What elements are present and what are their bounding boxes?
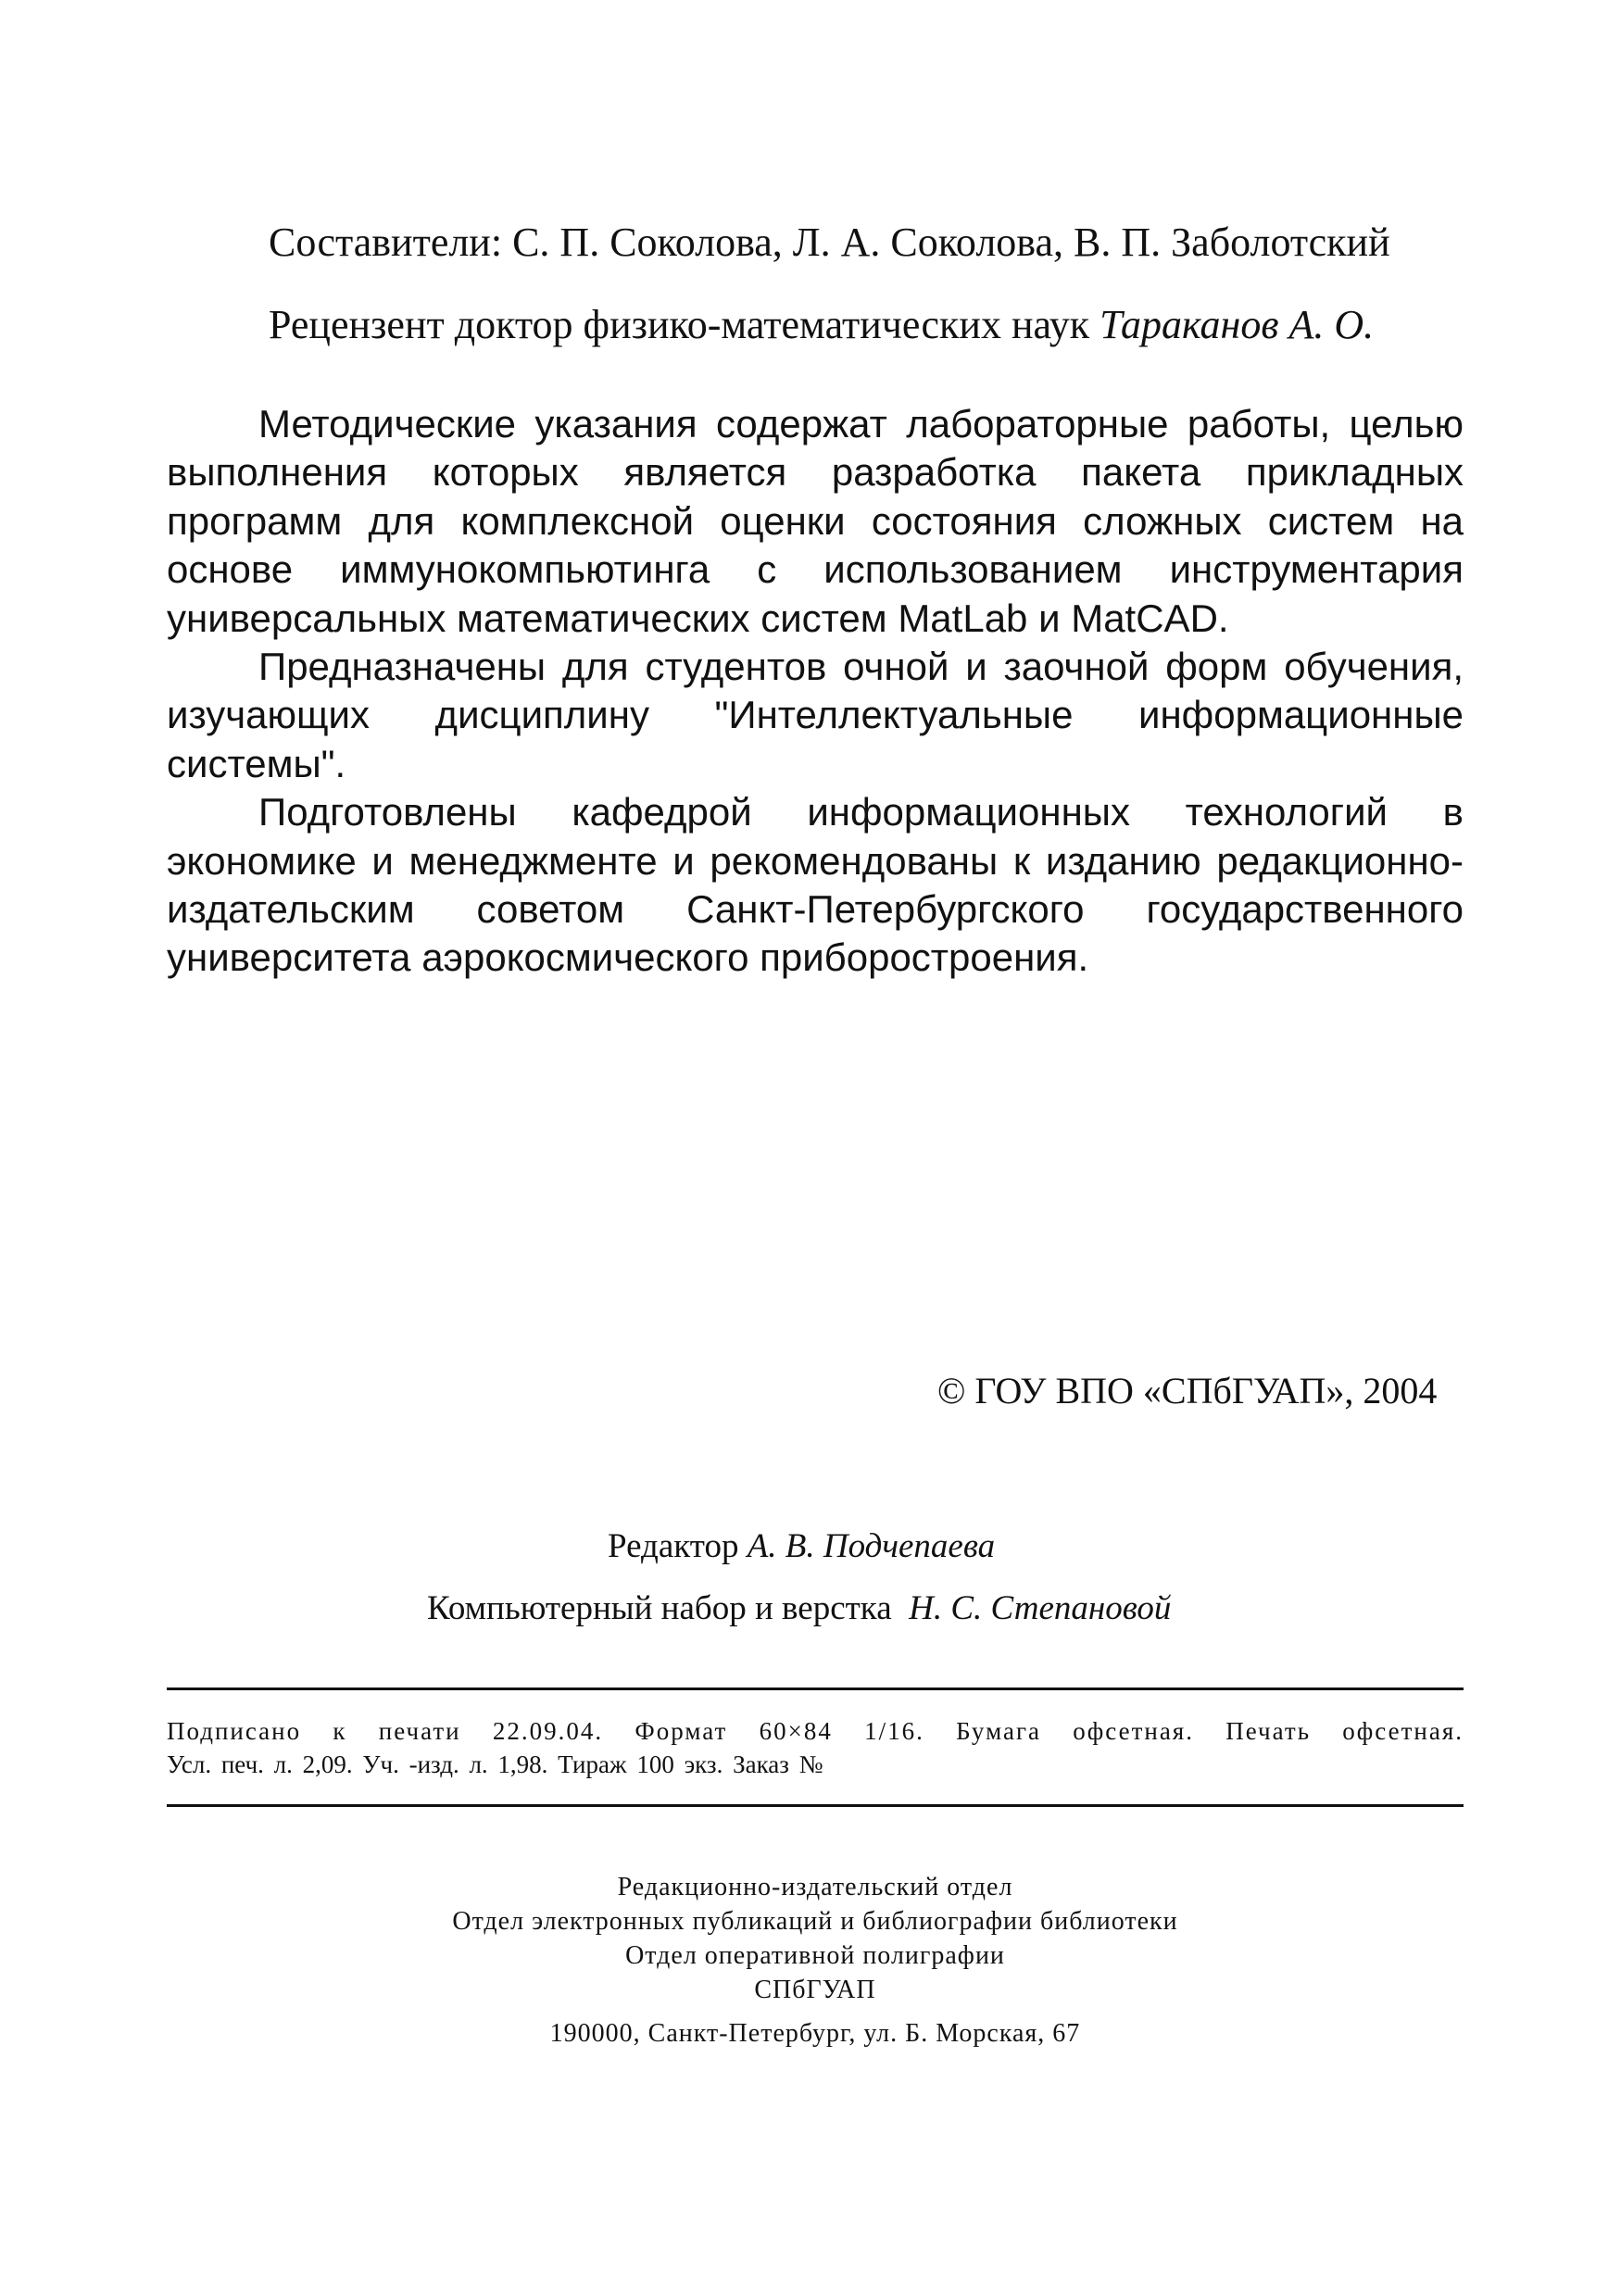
publisher-line: Отдел электронных публикаций и библиографии библиотеки (452, 1907, 1178, 1936)
publisher-address: 190000, Санкт-Петербург, ул. Б. Морская, 67 (549, 2019, 1081, 2048)
publisher-line: Редакционно-издательский отдел (617, 1873, 1013, 1901)
editor-label: Редактор (608, 1527, 739, 1565)
imprint-bottom-rule (167, 1804, 1464, 1807)
typeset-label: Компьютерный набор и верстка (427, 1589, 892, 1627)
imprint-line: Подписано к печати 22.09.04. Формат 60×84 1/16. Бумага офсетная. Печать офсетная. (167, 1717, 1464, 1745)
editor-name: А. В. Подчепаева (747, 1527, 996, 1565)
publisher-line: СПбГУАП (754, 1976, 876, 2004)
imprint-line: Усл. печ. л. 2,09. Уч. -изд. л. 1,98. Тираж 100 экз. Заказ № (167, 1750, 823, 1778)
abstract-paragraph: Подготовлены кафедрой информационных технологий в экономике и менеджменте и рекомендованы к изданию редакционно-издательским советом Санкт-Петербургского государственного университета аэрокосмического приборостроения. (167, 790, 1464, 980)
imprint-top-rule (167, 1687, 1464, 1690)
abstract-paragraph: Методические указания содержат лабораторные работы, целью выполнения которых является разработка пакета прикладных программ для комплексной оценки состояния сложных систем на основе иммунокомпьютинга с использованием инструментария универсальных математических систем MatLab и MatCAD. (167, 402, 1464, 640)
compilers-line: Составители: С. П. Соколова, Л. А. Соколова, В. П. Заболотский (269, 220, 1390, 265)
abstract (167, 400, 1464, 983)
reviewer-line (269, 301, 1374, 348)
typeset-line (427, 1588, 1171, 1628)
reviewer-name: Тараканов А. О. (1100, 302, 1375, 347)
editor-line (608, 1526, 995, 1566)
typeset-name: Н. С. Степановой (909, 1589, 1172, 1627)
imprint-block (167, 1714, 1464, 1781)
publisher-line: Отдел оперативной полиграфии (625, 1941, 1005, 1970)
abstract-paragraph: Предназначены для студентов очной и заочной форм обучения, изучающих дисциплину "Интеллектуальные информационные системы". (167, 645, 1464, 785)
reviewer-label: Рецензент доктор физико-математических наук (269, 302, 1090, 347)
publisher-block (167, 1870, 1464, 2051)
copyright-notice: © ГОУ ВПО «СПбГУАП», 2004 (937, 1370, 1438, 1411)
